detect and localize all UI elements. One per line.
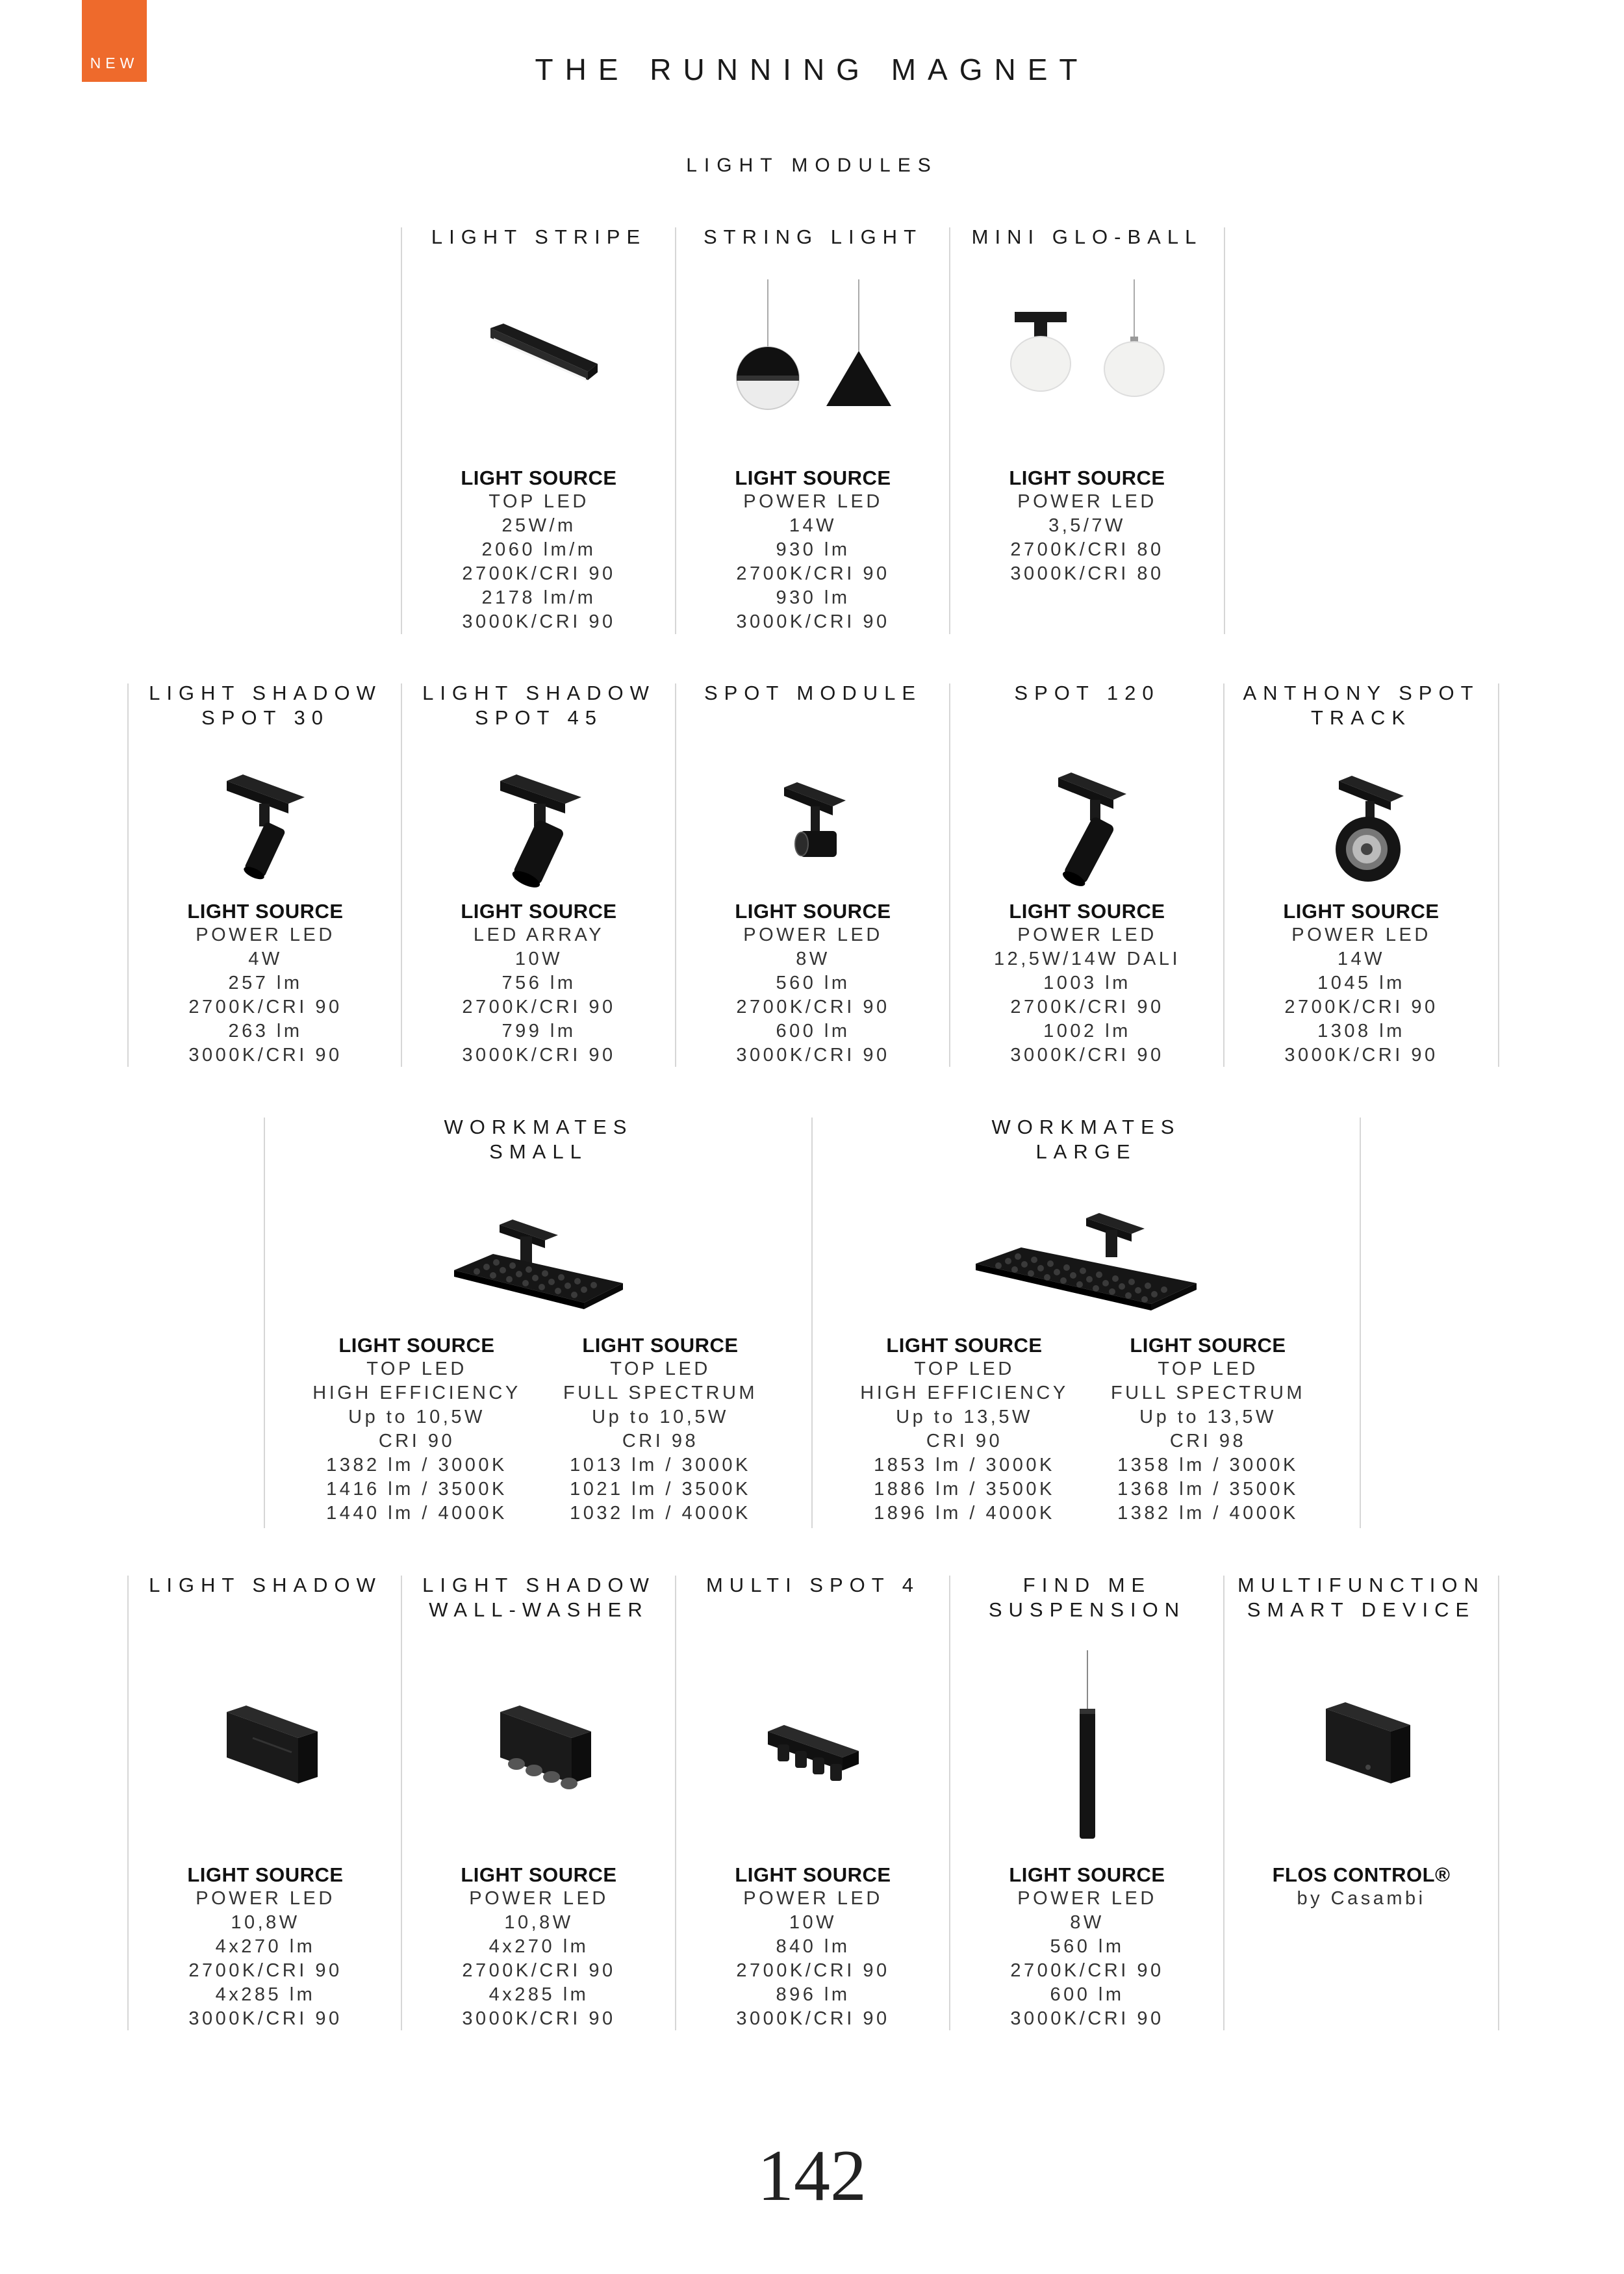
spec-line: 3000K/CRI 90 — [188, 2008, 342, 2029]
section-subtitle: LIGHT MODULES — [686, 155, 938, 176]
product-title: LIGHT SHADOW WALL-WASHER — [422, 1574, 655, 1621]
spec-line: TOP LED — [610, 1359, 711, 1379]
product-title: WORKMATES SMALL — [444, 1116, 633, 1163]
spec-line: CRI 90 — [378, 1431, 455, 1451]
spot-45-icon — [402, 748, 676, 898]
spec-heading: LIGHT SOURCE — [461, 466, 617, 489]
spec-line: 1382 lm / 4000K — [1117, 1503, 1299, 1524]
find-me-icon — [950, 1641, 1224, 1855]
spec-heading: LIGHT SOURCE — [1009, 466, 1165, 489]
spec-line: 756 lm — [501, 973, 576, 993]
spec-line: 2700K/CRI 90 — [1010, 1960, 1164, 1981]
spec-line: 2700K/CRI 80 — [1010, 539, 1164, 560]
spec-line: Up to 13,5W — [1139, 1407, 1276, 1427]
product-string-light — [675, 227, 950, 634]
spec-line: 1358 lm / 3000K — [1117, 1455, 1299, 1476]
spec-line: 10,8W — [231, 1912, 300, 1933]
spot-120-icon — [950, 748, 1224, 898]
spec-line: 896 lm — [776, 1984, 850, 2005]
spec-line: 2178 lm/m — [481, 587, 596, 608]
spec-line: 930 lm — [776, 539, 850, 560]
product-title: STRING LIGHT — [703, 225, 922, 248]
spec-line: 560 lm — [1050, 1936, 1124, 1957]
spec-line: 4x285 lm — [488, 1984, 589, 2005]
spec-line: 3000K/CRI 90 — [188, 1045, 342, 1066]
product-title: MULTIFUNCTION SMART DEVICE — [1237, 1574, 1485, 1621]
spec-line: POWER LED — [196, 1888, 335, 1909]
spec-line: 10,8W — [504, 1912, 574, 1933]
spec-line: POWER LED — [743, 1888, 883, 1909]
product-wall-washer — [401, 1576, 676, 2030]
spec-line: 25W/m — [501, 515, 576, 536]
product-anthony-spot — [1223, 683, 1499, 1067]
product-title: WORKMATES LARGE — [991, 1116, 1181, 1163]
spec-heading: LIGHT SOURCE — [338, 1334, 495, 1357]
spec-line: POWER LED — [1017, 491, 1157, 512]
product-smart-device — [1223, 1576, 1499, 2030]
spec-line: 1045 lm — [1317, 973, 1405, 993]
spec-heading: LIGHT SOURCE — [582, 1334, 739, 1357]
spec-line: 1368 lm / 3500K — [1117, 1479, 1299, 1500]
spec-line: 2060 lm/m — [481, 539, 596, 560]
spec-line: 1003 lm — [1043, 973, 1131, 993]
product-spot-30 — [127, 683, 402, 1067]
spec-line: POWER LED — [743, 491, 883, 512]
spec-line: POWER LED — [743, 925, 883, 945]
spec-line: POWER LED — [1291, 925, 1431, 945]
spec-line: 2700K/CRI 90 — [462, 1960, 616, 1981]
spec-line: 263 lm — [228, 1021, 303, 1041]
product-workmates-small — [264, 1118, 812, 1528]
spec-heading: LIGHT SOURCE — [735, 900, 891, 923]
mini-glo-ball-icon — [950, 273, 1224, 429]
product-title: LIGHT SHADOW — [149, 1574, 382, 1596]
spec-line: 2700K/CRI 90 — [462, 563, 616, 584]
product-light-shadow — [127, 1576, 402, 2030]
spec-line: 1440 lm / 4000K — [326, 1503, 507, 1524]
spec-line: POWER LED — [1017, 925, 1157, 945]
spec-line: 3000K/CRI 90 — [462, 1045, 616, 1066]
product-find-me — [949, 1576, 1224, 2030]
smart-device-icon — [1224, 1654, 1498, 1848]
spec-line: 10W — [514, 949, 563, 969]
spec-heading: FLOS CONTROL® — [1272, 1863, 1451, 1886]
spec-line: 10W — [789, 1912, 837, 1933]
spec-line: 2700K/CRI 90 — [1284, 997, 1438, 1017]
spec-line: 3000K/CRI 90 — [736, 2008, 890, 2029]
spec-line: 14W — [789, 515, 837, 536]
spec-line: 930 lm — [776, 587, 850, 608]
spec-line: 3000K/CRI 80 — [1010, 563, 1164, 584]
spec-line: 1021 lm / 3500K — [570, 1479, 751, 1500]
spec-line: 1032 lm / 4000K — [570, 1503, 751, 1524]
spec-line: 1308 lm — [1317, 1021, 1405, 1041]
spec-line: 2700K/CRI 90 — [1010, 997, 1164, 1017]
spec-line: 4x285 lm — [215, 1984, 316, 2005]
product-mini-glo-ball — [949, 227, 1225, 634]
spec-heading: LIGHT SOURCE — [1009, 1863, 1165, 1886]
spec-line: 4W — [248, 949, 283, 969]
spec-heading: LIGHT SOURCE — [187, 1863, 344, 1886]
spec-line: 600 lm — [776, 1021, 850, 1041]
spec-line: CRI 90 — [926, 1431, 1003, 1451]
spec-line: TOP LED — [914, 1359, 1015, 1379]
spec-line: Up to 13,5W — [896, 1407, 1033, 1427]
product-title: LIGHT SHADOW SPOT 30 — [149, 682, 382, 729]
spec-line: POWER LED — [469, 1888, 609, 1909]
product-light-stripe — [401, 227, 676, 634]
spec-line: 3000K/CRI 90 — [1284, 1045, 1438, 1066]
spec-line: FULL SPECTRUM — [1110, 1383, 1306, 1403]
spec-line: 1002 lm — [1043, 1021, 1131, 1041]
page-number: 142 — [757, 2136, 867, 2216]
spec-line: TOP LED — [488, 491, 589, 512]
spec-line: 2700K/CRI 90 — [188, 1960, 342, 1981]
new-badge-label: NEW — [90, 55, 139, 71]
spec-line: 3000K/CRI 90 — [736, 1045, 890, 1066]
spec-line: 1853 lm / 3000K — [874, 1455, 1055, 1476]
spec-line: CRI 98 — [1169, 1431, 1247, 1451]
product-multi-spot-4 — [675, 1576, 950, 2030]
spec-line: POWER LED — [196, 925, 335, 945]
spec-heading: LIGHT SOURCE — [1130, 1334, 1286, 1357]
spec-line: Up to 10,5W — [348, 1407, 485, 1427]
spec-line: 1896 lm / 4000K — [874, 1503, 1055, 1524]
page-title: THE RUNNING MAGNET — [535, 53, 1089, 86]
spec-heading: LIGHT SOURCE — [461, 1863, 617, 1886]
spec-line: 2700K/CRI 90 — [736, 563, 890, 584]
product-title: ANTHONY SPOT TRACK — [1243, 682, 1480, 729]
spec-line: 3000K/CRI 90 — [1010, 1045, 1164, 1066]
spec-line: 4x270 lm — [215, 1936, 316, 1957]
spec-line: 2700K/CRI 90 — [736, 997, 890, 1017]
spec-heading: LIGHT SOURCE — [187, 900, 344, 923]
product-title: FIND ME SUSPENSION — [988, 1574, 1186, 1621]
spec-line: 4x270 lm — [488, 1936, 589, 1957]
spec-line: 14W — [1337, 949, 1386, 969]
spec-line: HIGH EFFICIENCY — [860, 1383, 1069, 1403]
workmates-large-icon — [813, 1179, 1360, 1335]
spec-heading: LIGHT SOURCE — [735, 466, 891, 489]
spec-line: 840 lm — [776, 1936, 850, 1957]
spec-line: 560 lm — [776, 973, 850, 993]
product-title: LIGHT SHADOW SPOT 45 — [422, 682, 655, 729]
spec-line: HIGH EFFICIENCY — [312, 1383, 521, 1403]
light-stripe-icon — [402, 273, 676, 429]
product-workmates-large — [811, 1118, 1361, 1528]
product-title: LIGHT STRIPE — [431, 225, 647, 248]
spec-line: 3,5/7W — [1048, 515, 1126, 536]
product-spot-120 — [949, 683, 1224, 1067]
spec-heading: LIGHT SOURCE — [886, 1334, 1043, 1357]
spec-line: 3000K/CRI 90 — [736, 611, 890, 632]
light-shadow-icon — [129, 1654, 402, 1848]
multi-spot-icon — [676, 1654, 950, 1848]
workmates-small-icon — [265, 1179, 812, 1335]
spec-line: 1013 lm / 3000K — [570, 1455, 751, 1476]
spec-line: Up to 10,5W — [592, 1407, 729, 1427]
spec-line: 3000K/CRI 90 — [462, 2008, 616, 2029]
spec-line: TOP LED — [366, 1359, 467, 1379]
spec-heading: LIGHT SOURCE — [1283, 900, 1440, 923]
wall-washer-icon — [402, 1654, 676, 1848]
spec-line: POWER LED — [1017, 1888, 1157, 1909]
spec-line: 3000K/CRI 90 — [462, 611, 616, 632]
product-spot-45 — [401, 683, 676, 1067]
spot-module-icon — [676, 748, 950, 898]
spec-line: 799 lm — [501, 1021, 576, 1041]
spec-line: LED ARRAY — [473, 925, 605, 945]
spec-line: 3000K/CRI 90 — [1010, 2008, 1164, 2029]
spec-line: 257 lm — [228, 973, 303, 993]
product-spot-module — [675, 683, 950, 1067]
spec-line: 600 lm — [1050, 1984, 1124, 2005]
spec-line: 2700K/CRI 90 — [736, 1960, 890, 1981]
anthony-spot-icon — [1224, 748, 1498, 898]
spot-30-icon — [129, 748, 402, 898]
spec-line: 2700K/CRI 90 — [188, 997, 342, 1017]
spec-line: 8W — [1070, 1912, 1104, 1933]
spec-line: CRI 98 — [622, 1431, 699, 1451]
string-light-icon — [676, 273, 950, 429]
spec-heading: LIGHT SOURCE — [461, 900, 617, 923]
spec-line: 1886 lm / 3500K — [874, 1479, 1055, 1500]
spec-heading: LIGHT SOURCE — [1009, 900, 1165, 923]
product-title: MULTI SPOT 4 — [705, 1574, 920, 1596]
product-title: SPOT MODULE — [704, 682, 922, 704]
spec-line: 8W — [796, 949, 830, 969]
spec-line: 1382 lm / 3000K — [326, 1455, 507, 1476]
spec-line: by Casambi — [1297, 1888, 1426, 1909]
spec-line: 1416 lm / 3500K — [326, 1479, 507, 1500]
spec-line: FULL SPECTRUM — [563, 1383, 758, 1403]
spec-line: TOP LED — [1158, 1359, 1258, 1379]
spec-heading: LIGHT SOURCE — [735, 1863, 891, 1886]
spec-line: 2700K/CRI 90 — [462, 997, 616, 1017]
product-title: SPOT 120 — [1014, 682, 1160, 704]
spec-line: 12,5W/14W DALI — [993, 949, 1181, 969]
product-title: MINI GLO-BALL — [971, 225, 1203, 248]
